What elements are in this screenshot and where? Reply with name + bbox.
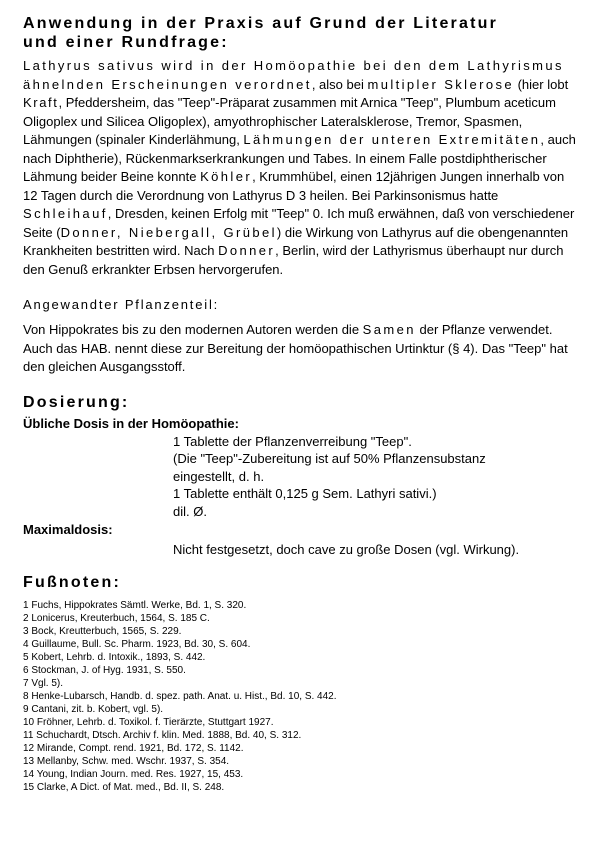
text-run: (hier lobt xyxy=(513,76,569,92)
footnote-item: 14 Young, Indian Journ. med. Res. 1927, 15, 453. xyxy=(23,768,244,780)
footnote-item: 7 Vgl. 5). xyxy=(23,677,64,689)
footnote-item: 12 Mirande, Compt. rend. 1921, Bd. 172, S. 1142. xyxy=(23,742,244,754)
footnote-item: 13 Mellanby, Schw. med. Wschr. 1937, S. 354. xyxy=(23,755,230,767)
section-heading-fussnoten: Fußnoten: xyxy=(23,573,121,591)
footnote-item: 4 Guillaume, Bull. Sc. Pharm. 1923, Bd. 30, S. 604. xyxy=(23,638,251,650)
text-run: Von Hippokrates bis zu den modernen Autoren werden die xyxy=(23,322,363,337)
emphasized-term: Donner, Niebergall, Grübel xyxy=(60,224,277,240)
max-dose-text: Nicht festgesetzt, doch cave zu große Dosen (vgl. Wirkung). xyxy=(173,542,520,557)
emphasized-term: Lähmungen der unteren Extremitäten xyxy=(243,132,541,147)
text-run: , Pfeddersheim, das "Teep"-Präparat zusammen mit Arnica "Teep", Plumbum aceticum Oligoplex und Silicea Oligoplex), amyothrophischer Lateralsklerose, Tremor, Spasmen, Lähmungen (spinaler Kinderlähmung, xyxy=(23,95,556,147)
emphasized-term: Schleihauf xyxy=(23,206,108,221)
emphasized-term: Kraft xyxy=(23,95,59,110)
footnote-item: 3 Bock, Kreutterbuch, 1565, S. 229. xyxy=(23,625,182,637)
pflanzenteil-paragraph xyxy=(23,321,578,377)
dose-line: (Die "Teep"-Zubereitung ist auf 50% Pflanzensubstanz xyxy=(173,451,486,466)
footnote-item: 8 Henke-Lubarsch, Handb. d. spez. path. Anat. u. Hist., Bd. 10, S. 442. xyxy=(23,690,337,702)
anwendung-paragraph xyxy=(23,57,578,279)
footnote-item: 2 Lonicerus, Kreuterbuch, 1564, S. 185 C. xyxy=(23,612,210,624)
footnote-item: 5 Kobert, Lehrb. d. Intoxik., 1893, S. 442. xyxy=(23,651,206,663)
text-run: , auch nach Diphtherie), Rückenmarkserkrankungen und Tabes. In einem Falle postdiphtherischer Lähmung beider Beine konnte xyxy=(23,132,576,184)
dose-line: eingestellt, d. h. xyxy=(173,468,265,484)
footnote-item: 6 Stockman, J. of Hyg. 1931, S. 550. xyxy=(23,664,186,676)
footnote-list xyxy=(23,599,578,794)
usual-dose-text xyxy=(23,433,578,521)
emphasized-term: Samen xyxy=(362,322,416,337)
footnote-item: 9 Cantani, zit. b. Kobert, vgl. 5). xyxy=(23,703,164,715)
text-run: , Krummhübel, einen 12jährigen Jungen innerhalb von 12 Tagen durch die Verordnung von Lathyrus D 3 heilen. Bei Parkinsonismus hatte xyxy=(23,169,565,203)
emphasized-term: Lathyrus sativus wird in der Homöopathie bei den dem Lathyrismus ähnelnden Erscheinungen verordnet xyxy=(23,58,564,92)
dose-line: 1 Tablette der Pflanzenverreibung "Teep". xyxy=(173,433,412,449)
text-run: , Dresden, keinen Erfolg mit "Teep" 0. Ich muß erwähnen, daß von verschiedener Seite ( xyxy=(23,206,575,240)
section-heading-anwendung xyxy=(23,14,578,52)
footnote-item: 11 Schuchardt, Dtsch. Archiv f. klin. Med. 1888, Bd. 40, S. 312. xyxy=(23,729,302,741)
dose-line: 1 Tablette enthält 0,125 g Sem. Lathyri sativi.) xyxy=(173,486,437,501)
max-dose-label: Maximaldosis: xyxy=(23,522,113,537)
footnote-item: 15 Clarke, A Dict. of Mat. med., Bd. II, S. 248. xyxy=(23,781,225,793)
section-heading-pflanzenteil: Angewandter Pflanzenteil: xyxy=(23,297,220,312)
usual-dose-label: Übliche Dosis in der Homöopathie: xyxy=(23,415,239,431)
emphasized-term: Donner xyxy=(218,243,276,258)
section-heading-dosierung: Dosierung: xyxy=(23,393,130,411)
text-run: ) die Wirkung von Lathyrus auf die obengenannten Krankheiten bestritten wird. Nach xyxy=(23,224,569,258)
text-run: , Berlin, wird der Lathyrismus überhaupt nur durch den Genuß erkrankter Erbsen hervorgerufen. xyxy=(23,243,564,277)
text-run: der Pflanze verwendet. Auch das HAB. nennt diese zur Bereitung der homöopathischen Urtinktur (§ 4). Das "Teep" hat den gleichen Ausgangsstoff. xyxy=(23,322,568,374)
heading-line-1: Anwendung in der Praxis auf Grund der Literatur xyxy=(23,15,499,32)
heading-line-2: und einer Rundfrage: xyxy=(23,34,229,51)
footnote-item: 1 Fuchs, Hippokrates Sämtl. Werke, Bd. 1, S. 320. xyxy=(23,599,247,611)
text-run: , also bei xyxy=(311,76,368,92)
emphasized-term: Köhler xyxy=(200,169,253,184)
document-body xyxy=(23,14,578,794)
footnote-item: 10 Fröhner, Lehrb. d. Toxikol. f. Tierärzte, Stuttgart 1927. xyxy=(23,716,274,728)
emphasized-term: multipler Sklerose xyxy=(367,76,514,92)
dose-line: dil. Ø. xyxy=(173,503,207,519)
